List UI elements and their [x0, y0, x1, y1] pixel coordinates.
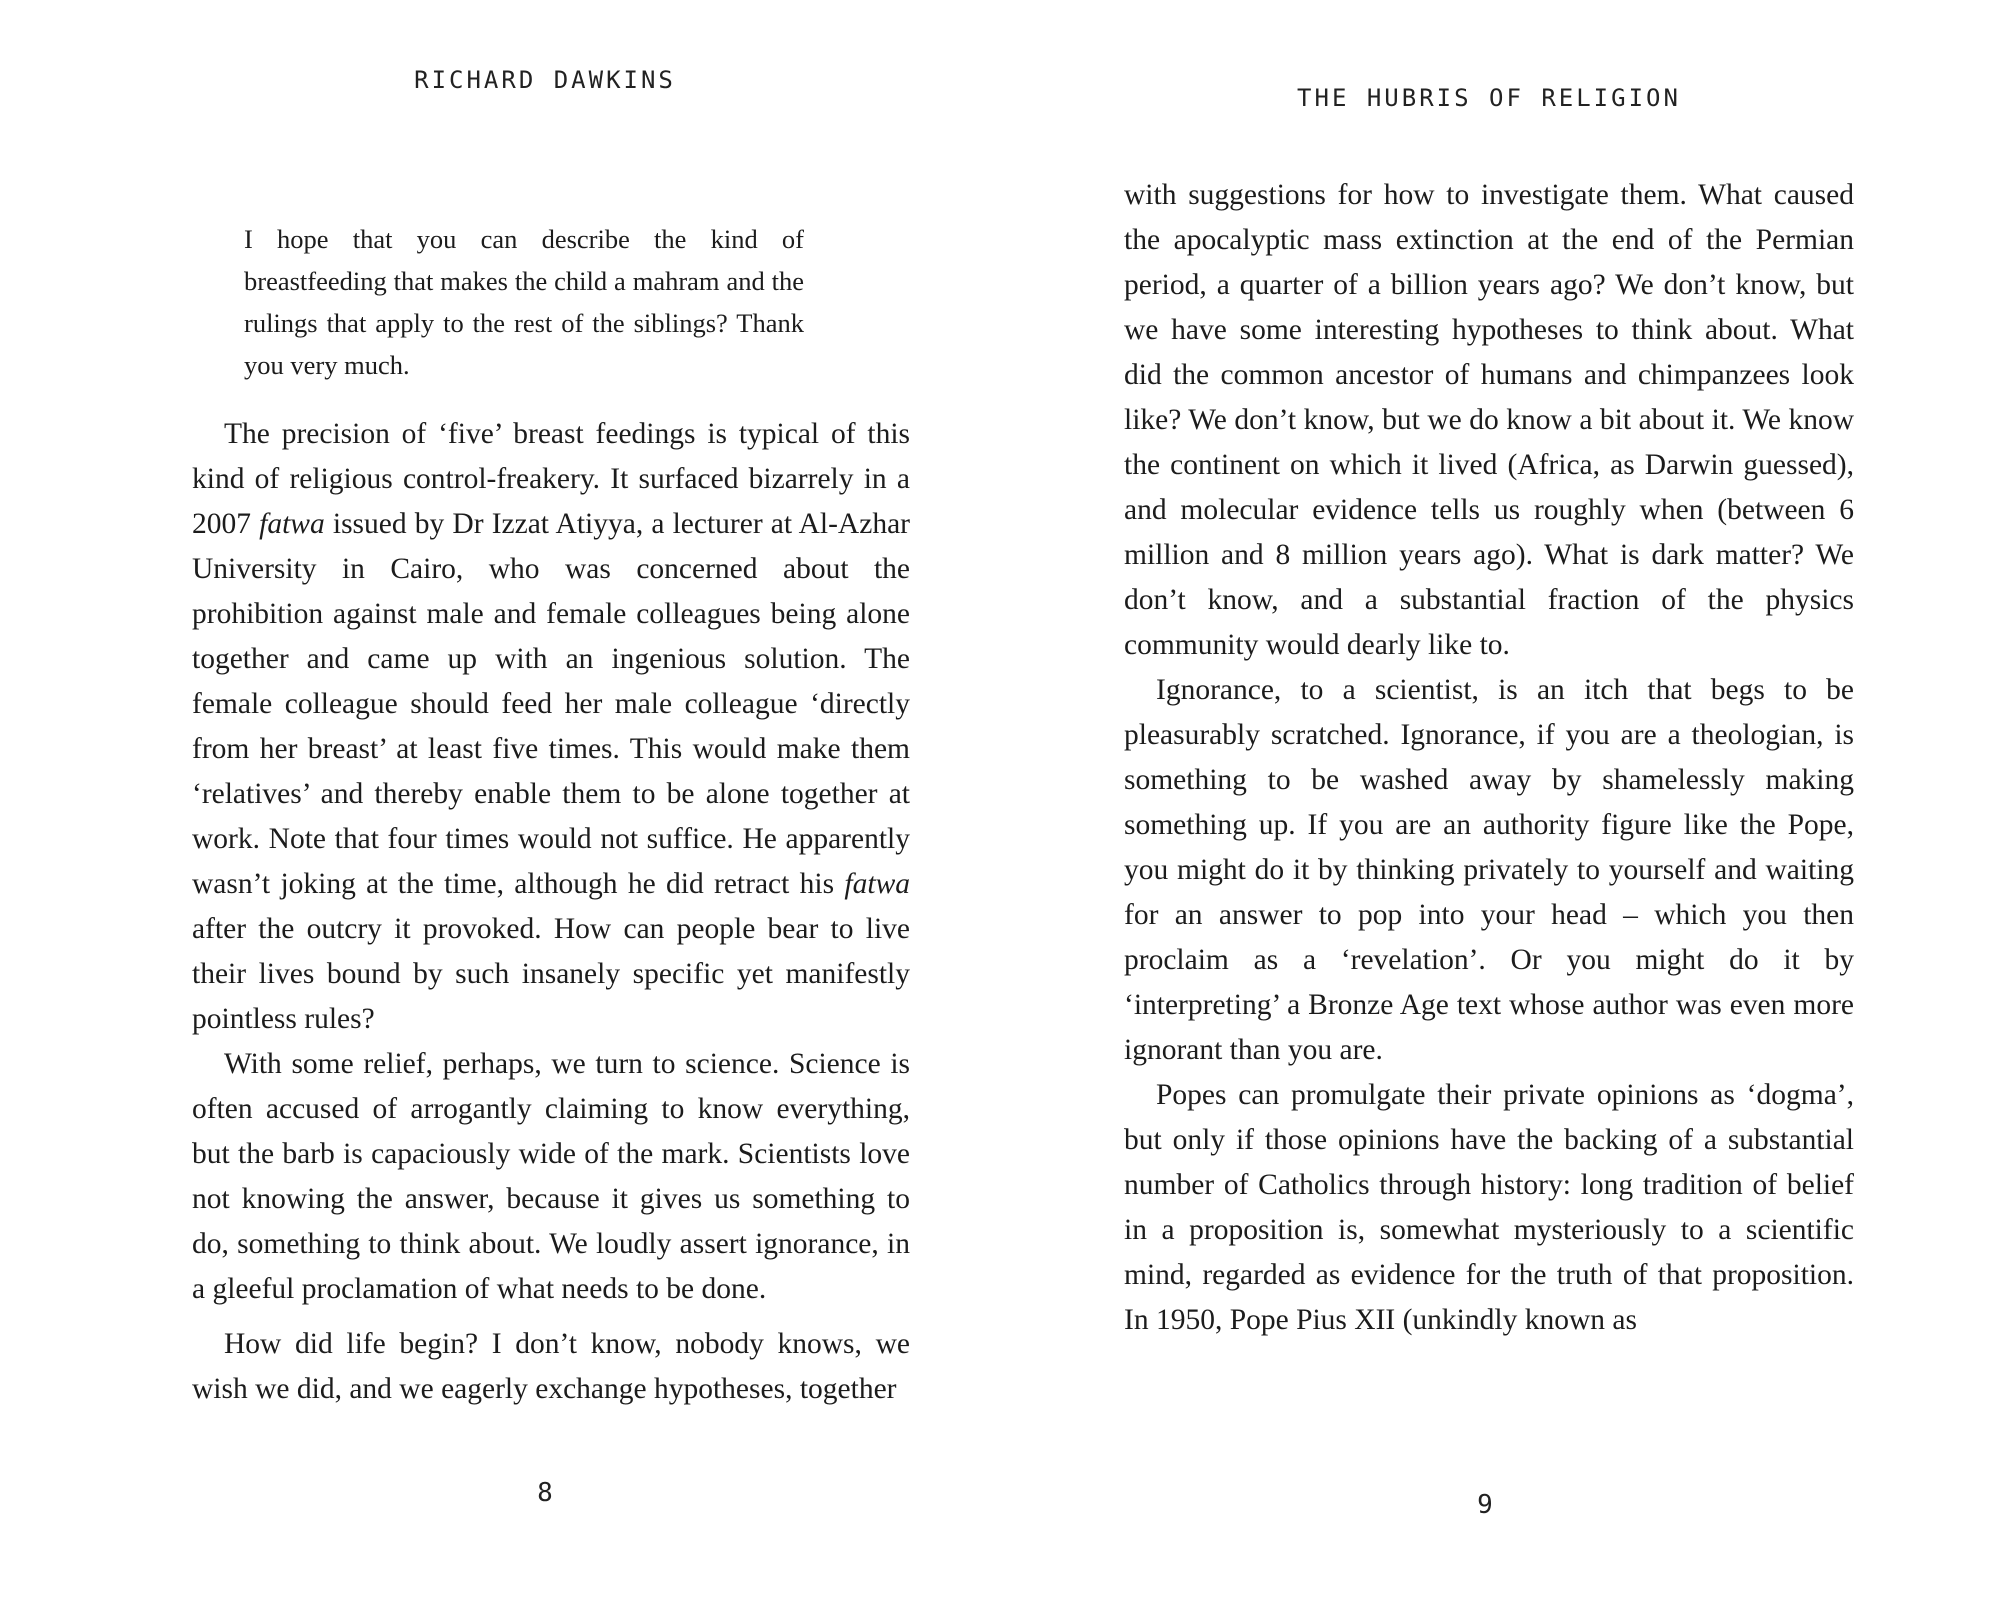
page-number-right: 9: [1477, 1490, 1493, 1520]
paragraph-science: With some relief, perhaps, we turn to science. Science is often accused of arrogantly claiming to know everything, but the barb is capaciously wide of the mark. Scientists love not knowing the answer, because it gives us something to do, something to think about. We loudly assert ignorance, in a gleeful proclamation of what needs to be done.: [192, 1048, 910, 1305]
paragraph-precision: [192, 412, 910, 1042]
right-page: [1000, 0, 2000, 1615]
page-number-left: 8: [537, 1478, 553, 1508]
paragraph-popes: Popes can promulgate their private opinions as ‘dogma’, but only if those opinions have the backing of a substantial number of Catholics through history: long tradition of belief in a proposition is, somewhat mysteriously to a scientific mind, regarded as evidence for the truth of that proposition. In 1950, Pope Pius XII (unkindly known as: [1124, 1079, 1854, 1336]
paragraph-life-begin: How did life begin? I don’t know, nobody knows, we wish we did, and we eagerly exchange hypotheses, together: [192, 1328, 910, 1405]
left-text-block: [192, 218, 910, 1412]
running-head-author: RICHARD DAWKINS: [414, 66, 676, 94]
running-head-title: THE HUBRIS OF RELIGION: [1297, 84, 1681, 112]
paragraph-continued: with suggestions for how to investigate them. What caused the apocalyptic mass extinction at the end of the Permian period, a quarter of a billion years ago? We don’t know, but we have some interesting hypotheses to think about. What did the common ancestor of humans and chimpanzees look like? We don’t know, but we do know a bit about it. We know the continent on which it lived (Africa, as Darwin guessed), and molecular evidence tells us roughly when (between 6 million and 8 million years ago). What is dark matter? We don’t know, and a substantial fraction of the physics community would dearly like to.: [1124, 179, 1854, 661]
italic-term: fatwa: [259, 508, 325, 540]
italic-term: fatwa: [844, 868, 910, 900]
paragraph-text: issued by Dr Izzat Atiyya, a lecturer at Al-Azhar University in Cairo, who was concerned about the prohibition against male and female colleagues being alone together and came up with an ingenious solution. The female colleague should feed her male colleague ‘directly from her breast’ at least five times. This would make them ‘relatives’ and thereby enable them to be alone together at work. Note that four times would not suffice. He apparently wasn’t joking at the time, although he did retract his: [192, 508, 910, 900]
quoted-extract: I hope that you can describe the kind of breastfeeding that makes the child a mahram and the rulings that apply to the rest of the siblings? Thank you very much.: [244, 224, 804, 380]
paragraph-text: The precision of ‘five’ breast feedings is typical of this kind of religious control-freakery. It surfaced bizarrely in a 2007: [192, 418, 910, 540]
right-text-block: [1124, 173, 1854, 1343]
paragraph-text: after the outcry it provoked. How can people bear to live their lives bound by such insanely specific yet manifestly pointless rules?: [192, 913, 910, 1035]
paragraph-ignorance: Ignorance, to a scientist, is an itch that begs to be pleasurably scratched. Ignorance, if you are a theologian, is something to be washed away by shamelessly making something up. If you are an authority figure like the Pope, you might do it by thinking privately to yourself and waiting for an answer to pop into your head – which you then proclaim as a ‘revelation’. Or you might do it by ‘interpreting’ a Bronze Age text whose author was even more ignorant than you are.: [1124, 674, 1854, 1066]
